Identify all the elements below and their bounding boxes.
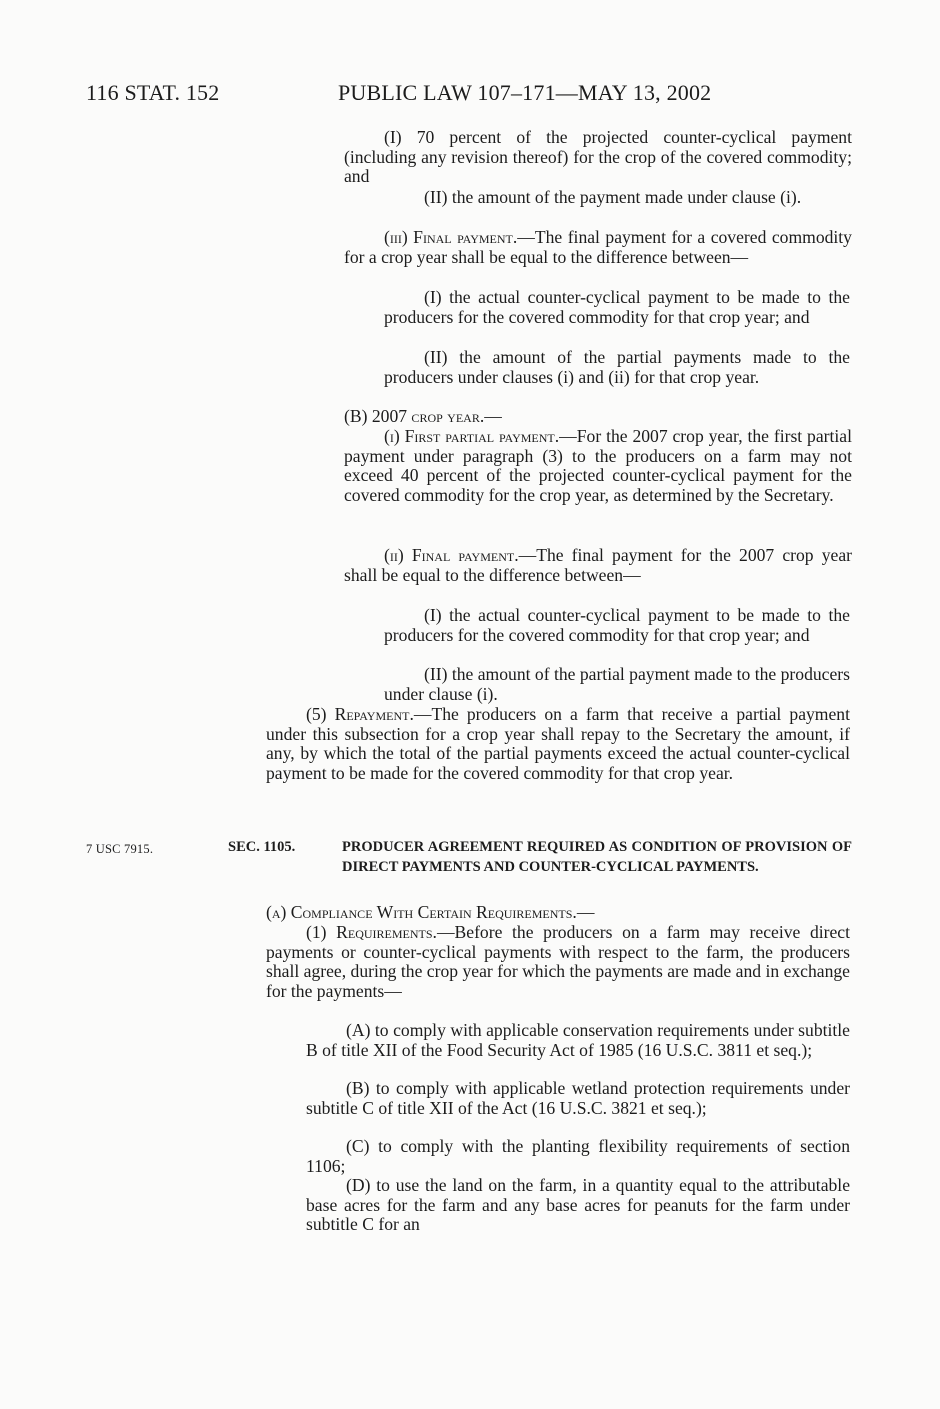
paragraph-heading: (i) First partial payment.: [384, 426, 560, 446]
paragraph-ii-final-payment: (ii) Final payment.—The final payment for the 2007 crop year shall be equal to the difference between—: [344, 545, 852, 585]
paragraph-clause-I-actual-2007: (I) the actual counter-cyclical payment to be made to the producers for the covered commodity for that crop year; and: [384, 605, 850, 645]
paragraph-clause-I-70-percent: (I) 70 percent of the projected counter-cyclical payment (including any revision thereof) for the crop of the covered commodity; and: [344, 127, 852, 187]
paragraph-A-conservation: (A) to comply with applicable conservation requirements under subtitle B of title XII of the Food Security Act of 1985 (16 U.S.C. 3811 et seq.);: [306, 1020, 850, 1060]
paragraph-1-requirements: (1) Requirements.—Before the producers on a farm may receive direct payments or counter-cyclical payments with respect to the farm, the producers shall agree, during the crop year for which the payments are made and in exchange for the payments—: [266, 922, 850, 1002]
paragraph-clause-II-amount: (II) the amount of the payment made under clause (i).: [424, 187, 802, 207]
running-head: [86, 80, 786, 104]
paragraph-B-wetland: (B) to comply with applicable wetland protection requirements under subtitle C of title XII of the Act (16 U.S.C. 3821 et seq.);: [306, 1078, 850, 1118]
paragraph-heading: (iii) Final payment.: [384, 227, 518, 247]
paragraph-a-compliance: (a) Compliance With Certain Requirements.—: [266, 902, 595, 922]
paragraph-D-land-use: (D) to use the land on the farm, in a quantity equal to the attributable base acres for the farm and any base acres for peanuts for the farm under subtitle C for an: [306, 1175, 850, 1235]
law-title: PUBLIC LAW 107–171—MAY 13, 2002: [338, 80, 712, 105]
paragraph-heading: (1) Requirements.: [306, 922, 437, 942]
paragraph-iii-final-payment: (iii) Final payment.—The final payment for a covered commodity for a crop year shall be equal to the difference between—: [344, 227, 852, 267]
section-number: SEC. 1105.: [228, 839, 296, 855]
paragraph-C-planting-flexibility: (C) to comply with the planting flexibility requirements of section 1106;: [306, 1136, 850, 1176]
paragraph-i-first-partial-payment: (i) First partial payment.—For the 2007 crop year, the first partial payment under paragraph (3) to the producers on a farm may not exceed 40 percent of the projected counter-cyclical payment for the covered commodity for the crop year, as determined by the Secretary.: [344, 426, 852, 506]
paragraph-5-repayment: (5) Repayment.—The producers on a farm that receive a partial payment under this subsection for a crop year shall repay to the Secretary the amount, if any, by which the total of the partial payments exceed the actual counter-cyclical payment to be made for the covered commodity for that crop year.: [266, 704, 850, 784]
page-reference: 116 STAT. 152: [86, 80, 220, 105]
paragraph-heading: (a) Compliance With Certain Requirements.: [266, 902, 577, 922]
paragraph-clause-II-partial-2007: (II) the amount of the partial payment made to the producers under clause (i).: [384, 664, 851, 704]
section-heading: [228, 838, 852, 898]
paragraph-clause-II-partial: (II) the amount of the partial payments made to the producers under clauses (i) and (ii) for that crop year.: [384, 347, 850, 387]
section-title: PRODUCER AGREEMENT REQUIRED AS CONDITION OF PROVISION OF DIRECT PAYMENTS AND COUNTER-CYCLICAL PAYMENTS.: [342, 839, 852, 875]
paragraph-heading: (ii) Final payment.: [384, 545, 519, 565]
margin-citation: 7 USC 7915.: [86, 842, 154, 856]
paragraph-heading: (B) 2007 crop year.: [344, 406, 485, 426]
paragraph-heading: (5) Repayment.: [306, 704, 414, 724]
paragraph-clause-I-actual: (I) the actual counter-cyclical payment to be made to the producers for the covered commodity for that crop year; and: [384, 287, 850, 327]
paragraph-B-2007-crop-year: (B) 2007 crop year.—: [344, 406, 502, 426]
